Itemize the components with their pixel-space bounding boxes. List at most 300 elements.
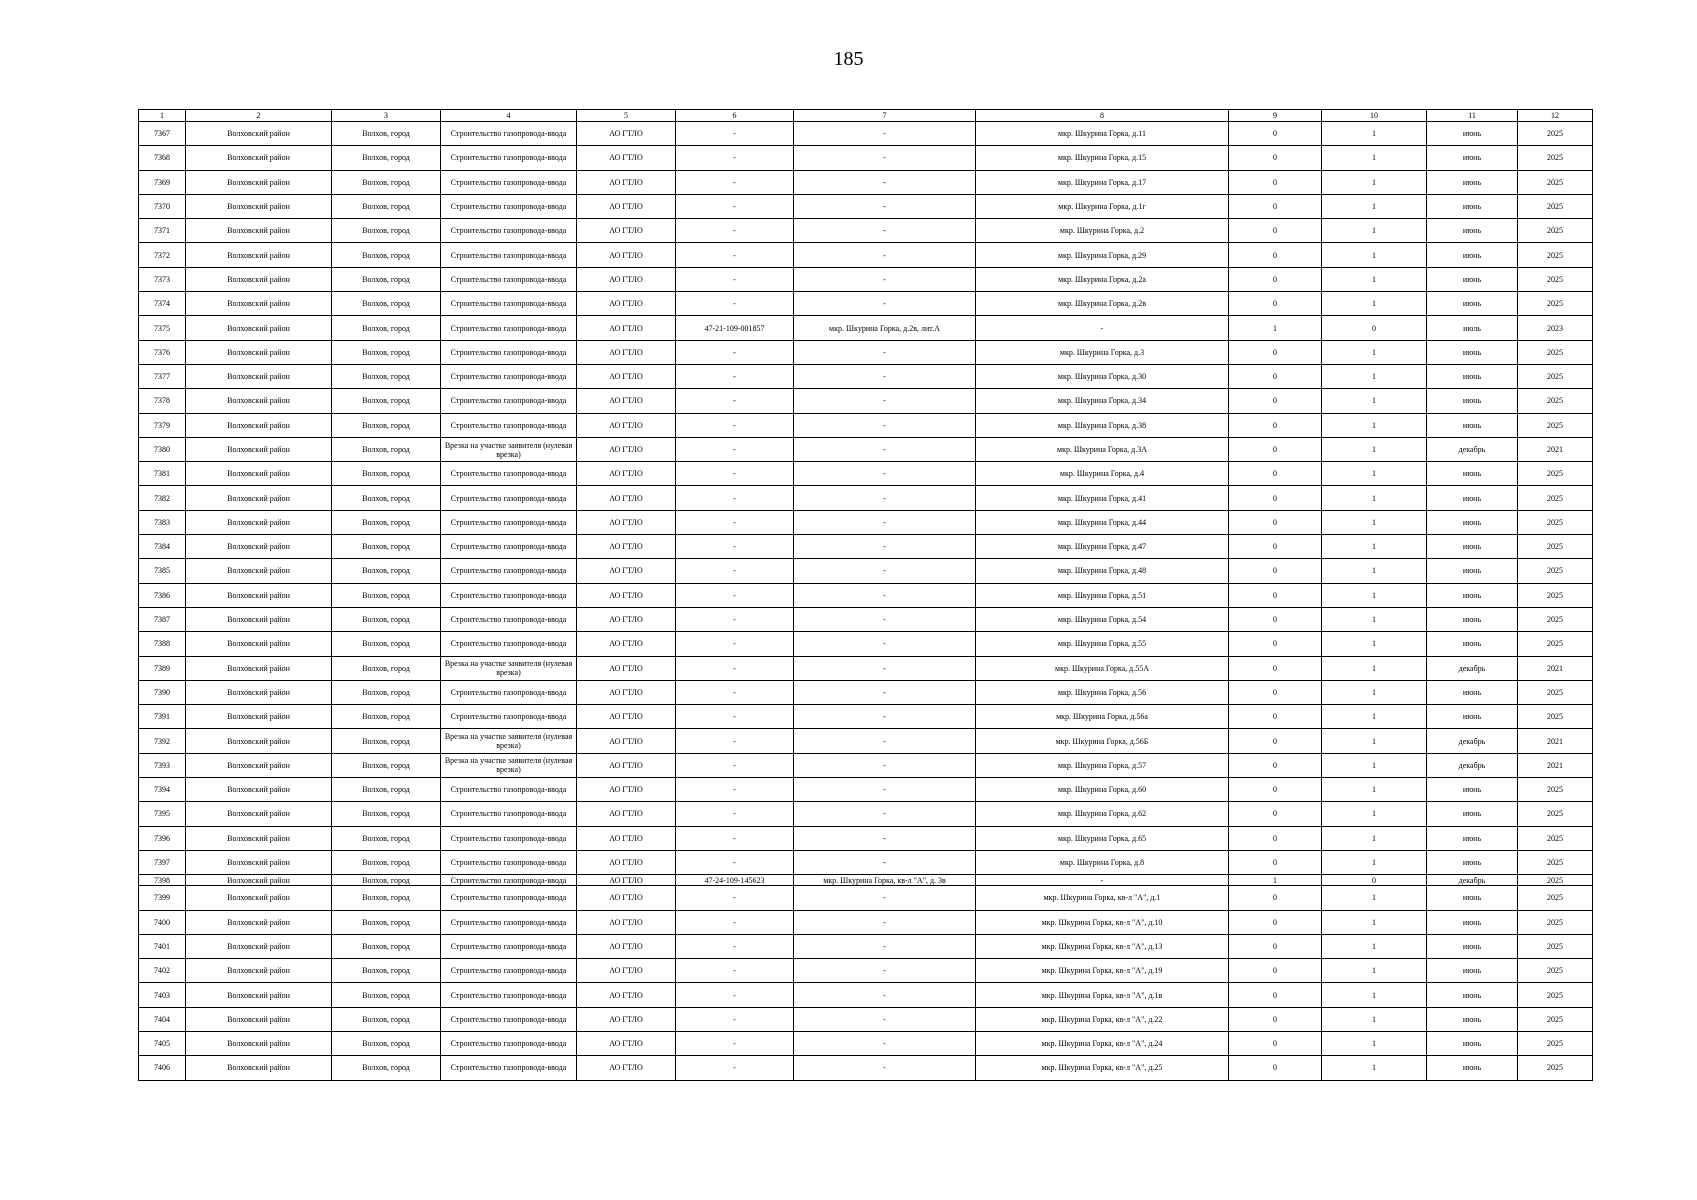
cell-settlement: Волхов, город bbox=[332, 632, 441, 656]
cell-existing-count: 0 bbox=[1229, 462, 1322, 486]
cell-year: 2025 bbox=[1518, 983, 1593, 1007]
column-header-6: 6 bbox=[676, 110, 794, 122]
cell-object-address: - bbox=[794, 850, 976, 874]
cell-organization: АО ГТЛО bbox=[577, 886, 676, 910]
cell-object-address: - bbox=[794, 559, 976, 583]
cell-existing-count: 0 bbox=[1229, 243, 1322, 267]
cell-cadastral-number: - bbox=[676, 413, 794, 437]
cell-organization: АО ГТЛО bbox=[577, 146, 676, 170]
cell-planned-count: 1 bbox=[1322, 910, 1427, 934]
cell-organization: АО ГТЛО bbox=[577, 1031, 676, 1055]
cell-cadastral-number: - bbox=[676, 462, 794, 486]
cell-row-number: 7406 bbox=[139, 1056, 186, 1080]
table-row bbox=[139, 170, 1593, 194]
cell-planned-count: 1 bbox=[1322, 535, 1427, 559]
cell-cadastral-number: - bbox=[676, 292, 794, 316]
cell-connection-address: - bbox=[976, 875, 1229, 886]
cell-settlement: Волхов, город bbox=[332, 267, 441, 291]
cell-organization: АО ГТЛО bbox=[577, 340, 676, 364]
cell-planned-count: 1 bbox=[1322, 146, 1427, 170]
table-row bbox=[139, 778, 1593, 802]
table-row bbox=[139, 267, 1593, 291]
cell-row-number: 7381 bbox=[139, 462, 186, 486]
cell-row-number: 7376 bbox=[139, 340, 186, 364]
cell-district: Волховский район bbox=[186, 656, 332, 680]
cell-month: июнь bbox=[1427, 802, 1518, 826]
cell-planned-count: 0 bbox=[1322, 316, 1427, 340]
table-row bbox=[139, 583, 1593, 607]
column-header-9: 9 bbox=[1229, 110, 1322, 122]
table-row bbox=[139, 243, 1593, 267]
cell-work-type: Строительство газопровода-ввода bbox=[441, 910, 577, 934]
cell-connection-address: мкр. Шкурина Горка, д.54 bbox=[976, 607, 1229, 631]
cell-organization: АО ГТЛО bbox=[577, 656, 676, 680]
cell-work-type: Строительство газопровода-ввода bbox=[441, 875, 577, 886]
cell-month: июнь bbox=[1427, 910, 1518, 934]
cell-existing-count: 0 bbox=[1229, 146, 1322, 170]
cell-work-type: Врезка на участке заявителя (нулевая врезка) bbox=[441, 656, 577, 680]
cell-month: июль bbox=[1427, 316, 1518, 340]
cell-planned-count: 1 bbox=[1322, 243, 1427, 267]
cell-settlement: Волхов, город bbox=[332, 850, 441, 874]
cell-month: июнь bbox=[1427, 340, 1518, 364]
cell-organization: АО ГТЛО bbox=[577, 910, 676, 934]
cell-object-address: - bbox=[794, 122, 976, 146]
cell-connection-address: мкр. Шкурина Горка, д.2 bbox=[976, 219, 1229, 243]
cell-year: 2025 bbox=[1518, 607, 1593, 631]
cell-work-type: Строительство газопровода-ввода bbox=[441, 364, 577, 388]
cell-work-type: Строительство газопровода-ввода bbox=[441, 413, 577, 437]
cell-month: июнь bbox=[1427, 122, 1518, 146]
cell-district: Волховский район bbox=[186, 910, 332, 934]
cell-year: 2025 bbox=[1518, 364, 1593, 388]
cell-object-address: - bbox=[794, 389, 976, 413]
cell-existing-count: 0 bbox=[1229, 680, 1322, 704]
cell-district: Волховский район bbox=[186, 243, 332, 267]
cell-settlement: Волхов, город bbox=[332, 146, 441, 170]
cell-row-number: 7386 bbox=[139, 583, 186, 607]
cell-object-address: - bbox=[794, 680, 976, 704]
cell-existing-count: 0 bbox=[1229, 486, 1322, 510]
table-row bbox=[139, 753, 1593, 777]
cell-planned-count: 1 bbox=[1322, 122, 1427, 146]
cell-existing-count: 0 bbox=[1229, 826, 1322, 850]
cell-organization: АО ГТЛО bbox=[577, 875, 676, 886]
cell-connection-address: мкр. Шкурина Горка, д.60 bbox=[976, 778, 1229, 802]
cell-settlement: Волхов, город bbox=[332, 875, 441, 886]
cell-work-type: Строительство газопровода-ввода bbox=[441, 194, 577, 218]
cell-month: июнь bbox=[1427, 850, 1518, 874]
cell-settlement: Волхов, город bbox=[332, 607, 441, 631]
cell-organization: АО ГТЛО bbox=[577, 486, 676, 510]
cell-cadastral-number: 47-21-109-001857 bbox=[676, 316, 794, 340]
table-row bbox=[139, 122, 1593, 146]
cell-district: Волховский район bbox=[186, 1031, 332, 1055]
cell-existing-count: 0 bbox=[1229, 959, 1322, 983]
cell-month: июнь bbox=[1427, 292, 1518, 316]
cell-row-number: 7380 bbox=[139, 437, 186, 461]
cell-planned-count: 1 bbox=[1322, 680, 1427, 704]
cell-row-number: 7401 bbox=[139, 934, 186, 958]
cell-row-number: 7370 bbox=[139, 194, 186, 218]
cell-year: 2025 bbox=[1518, 910, 1593, 934]
cell-connection-address: мкр. Шкурина Горка, д.2в bbox=[976, 292, 1229, 316]
column-header-8: 8 bbox=[976, 110, 1229, 122]
cell-planned-count: 1 bbox=[1322, 705, 1427, 729]
cell-month: июнь bbox=[1427, 1056, 1518, 1080]
cell-row-number: 7387 bbox=[139, 607, 186, 631]
cell-organization: АО ГТЛО bbox=[577, 510, 676, 534]
cell-object-address: - bbox=[794, 462, 976, 486]
cell-object-address: - bbox=[794, 413, 976, 437]
cell-row-number: 7395 bbox=[139, 802, 186, 826]
cell-work-type: Строительство газопровода-ввода bbox=[441, 680, 577, 704]
cell-planned-count: 1 bbox=[1322, 1031, 1427, 1055]
cell-cadastral-number: - bbox=[676, 959, 794, 983]
cell-month: декабрь bbox=[1427, 437, 1518, 461]
cell-existing-count: 0 bbox=[1229, 934, 1322, 958]
cell-organization: АО ГТЛО bbox=[577, 194, 676, 218]
cell-settlement: Волхов, город bbox=[332, 194, 441, 218]
cell-district: Волховский район bbox=[186, 583, 332, 607]
cell-cadastral-number: 47-24-109-145623 bbox=[676, 875, 794, 886]
cell-existing-count: 0 bbox=[1229, 219, 1322, 243]
cell-planned-count: 1 bbox=[1322, 753, 1427, 777]
cell-cadastral-number: - bbox=[676, 705, 794, 729]
cell-district: Волховский район bbox=[186, 802, 332, 826]
cell-organization: АО ГТЛО bbox=[577, 934, 676, 958]
cell-connection-address: мкр. Шкурина Горка, кв-л "А", д.22 bbox=[976, 1007, 1229, 1031]
cell-settlement: Волхов, город bbox=[332, 170, 441, 194]
cell-existing-count: 0 bbox=[1229, 583, 1322, 607]
cell-cadastral-number: - bbox=[676, 1007, 794, 1031]
cell-settlement: Волхов, город bbox=[332, 364, 441, 388]
table-row bbox=[139, 146, 1593, 170]
cell-district: Волховский район bbox=[186, 316, 332, 340]
cell-month: июнь bbox=[1427, 389, 1518, 413]
cell-month: июнь bbox=[1427, 486, 1518, 510]
cell-organization: АО ГТЛО bbox=[577, 826, 676, 850]
cell-connection-address: мкр. Шкурина Горка, кв-л "А", д.1 bbox=[976, 886, 1229, 910]
cell-settlement: Волхов, город bbox=[332, 729, 441, 753]
cell-month: июнь bbox=[1427, 607, 1518, 631]
cell-work-type: Строительство газопровода-ввода bbox=[441, 607, 577, 631]
cell-settlement: Волхов, город bbox=[332, 826, 441, 850]
cell-organization: АО ГТЛО bbox=[577, 959, 676, 983]
cell-planned-count: 1 bbox=[1322, 559, 1427, 583]
table-row bbox=[139, 462, 1593, 486]
cell-district: Волховский район bbox=[186, 559, 332, 583]
cell-connection-address: мкр. Шкурина Горка, кв-л "А", д.25 bbox=[976, 1056, 1229, 1080]
cell-district: Волховский район bbox=[186, 1056, 332, 1080]
cell-organization: АО ГТЛО bbox=[577, 778, 676, 802]
cell-row-number: 7400 bbox=[139, 910, 186, 934]
cell-settlement: Волхов, город bbox=[332, 583, 441, 607]
cell-existing-count: 0 bbox=[1229, 194, 1322, 218]
cell-settlement: Волхов, город bbox=[332, 1031, 441, 1055]
cell-planned-count: 1 bbox=[1322, 583, 1427, 607]
cell-settlement: Волхов, город bbox=[332, 510, 441, 534]
cell-year: 2025 bbox=[1518, 886, 1593, 910]
cell-object-address: - bbox=[794, 340, 976, 364]
table-row bbox=[139, 934, 1593, 958]
cell-district: Волховский район bbox=[186, 850, 332, 874]
cell-work-type: Строительство газопровода-ввода bbox=[441, 122, 577, 146]
cell-connection-address: мкр. Шкурина Горка, д.56 bbox=[976, 680, 1229, 704]
table-row bbox=[139, 1031, 1593, 1055]
cell-existing-count: 0 bbox=[1229, 705, 1322, 729]
cell-object-address: - bbox=[794, 934, 976, 958]
cell-year: 2025 bbox=[1518, 389, 1593, 413]
table-header-row bbox=[139, 110, 1593, 122]
register-table bbox=[138, 109, 1593, 1081]
cell-row-number: 7392 bbox=[139, 729, 186, 753]
column-header-12: 12 bbox=[1518, 110, 1593, 122]
cell-planned-count: 1 bbox=[1322, 778, 1427, 802]
cell-settlement: Волхов, город bbox=[332, 705, 441, 729]
cell-district: Волховский район bbox=[186, 340, 332, 364]
cell-month: июнь bbox=[1427, 535, 1518, 559]
cell-object-address: мкр. Шкурина Горка, кв-л "А", д. 3в bbox=[794, 875, 976, 886]
cell-connection-address: - bbox=[976, 316, 1229, 340]
cell-settlement: Волхов, город bbox=[332, 1056, 441, 1080]
cell-row-number: 7388 bbox=[139, 632, 186, 656]
cell-work-type: Строительство газопровода-ввода bbox=[441, 170, 577, 194]
cell-district: Волховский район bbox=[186, 292, 332, 316]
cell-planned-count: 1 bbox=[1322, 413, 1427, 437]
cell-planned-count: 1 bbox=[1322, 462, 1427, 486]
cell-row-number: 7372 bbox=[139, 243, 186, 267]
table-row bbox=[139, 340, 1593, 364]
cell-existing-count: 0 bbox=[1229, 632, 1322, 656]
cell-connection-address: мкр. Шкурина Горка, д.55А bbox=[976, 656, 1229, 680]
cell-row-number: 7371 bbox=[139, 219, 186, 243]
cell-existing-count: 1 bbox=[1229, 875, 1322, 886]
cell-cadastral-number: - bbox=[676, 267, 794, 291]
cell-work-type: Строительство газопровода-ввода bbox=[441, 1031, 577, 1055]
cell-connection-address: мкр. Шкурина Горка, кв-л "А", д.24 bbox=[976, 1031, 1229, 1055]
cell-year: 2025 bbox=[1518, 959, 1593, 983]
cell-existing-count: 0 bbox=[1229, 437, 1322, 461]
cell-settlement: Волхов, город bbox=[332, 802, 441, 826]
cell-existing-count: 0 bbox=[1229, 850, 1322, 874]
cell-existing-count: 0 bbox=[1229, 607, 1322, 631]
cell-existing-count: 0 bbox=[1229, 886, 1322, 910]
cell-existing-count: 0 bbox=[1229, 656, 1322, 680]
cell-cadastral-number: - bbox=[676, 364, 794, 388]
cell-existing-count: 0 bbox=[1229, 778, 1322, 802]
cell-work-type: Строительство газопровода-ввода bbox=[441, 826, 577, 850]
cell-work-type: Строительство газопровода-ввода bbox=[441, 292, 577, 316]
column-header-2: 2 bbox=[186, 110, 332, 122]
cell-settlement: Волхов, город bbox=[332, 437, 441, 461]
cell-district: Волховский район bbox=[186, 753, 332, 777]
cell-year: 2025 bbox=[1518, 680, 1593, 704]
cell-month: июнь bbox=[1427, 959, 1518, 983]
cell-planned-count: 1 bbox=[1322, 802, 1427, 826]
cell-organization: АО ГТЛО bbox=[577, 462, 676, 486]
cell-year: 2025 bbox=[1518, 583, 1593, 607]
cell-settlement: Волхов, город bbox=[332, 983, 441, 1007]
cell-district: Волховский район bbox=[186, 705, 332, 729]
cell-organization: АО ГТЛО bbox=[577, 607, 676, 631]
table-row bbox=[139, 729, 1593, 753]
cell-settlement: Волхов, город bbox=[332, 753, 441, 777]
cell-row-number: 7394 bbox=[139, 778, 186, 802]
cell-row-number: 7383 bbox=[139, 510, 186, 534]
table-row bbox=[139, 656, 1593, 680]
cell-district: Волховский район bbox=[186, 826, 332, 850]
cell-year: 2025 bbox=[1518, 340, 1593, 364]
cell-district: Волховский район bbox=[186, 959, 332, 983]
cell-row-number: 7405 bbox=[139, 1031, 186, 1055]
cell-existing-count: 0 bbox=[1229, 535, 1322, 559]
cell-month: июнь bbox=[1427, 778, 1518, 802]
cell-work-type: Строительство газопровода-ввода bbox=[441, 632, 577, 656]
cell-existing-count: 0 bbox=[1229, 1007, 1322, 1031]
cell-cadastral-number: - bbox=[676, 778, 794, 802]
cell-row-number: 7399 bbox=[139, 886, 186, 910]
cell-work-type: Строительство газопровода-ввода bbox=[441, 705, 577, 729]
table-row bbox=[139, 535, 1593, 559]
cell-object-address: - bbox=[794, 535, 976, 559]
cell-object-address: - bbox=[794, 292, 976, 316]
cell-connection-address: мкр. Шкурина Горка, кв-л "А", д.19 bbox=[976, 959, 1229, 983]
table-row bbox=[139, 1056, 1593, 1080]
cell-connection-address: мкр. Шкурина Горка, д.11 bbox=[976, 122, 1229, 146]
cell-work-type: Врезка на участке заявителя (нулевая врезка) bbox=[441, 753, 577, 777]
cell-organization: АО ГТЛО bbox=[577, 243, 676, 267]
cell-existing-count: 0 bbox=[1229, 559, 1322, 583]
cell-year: 2025 bbox=[1518, 1031, 1593, 1055]
cell-existing-count: 0 bbox=[1229, 910, 1322, 934]
cell-object-address: - bbox=[794, 705, 976, 729]
cell-year: 2025 bbox=[1518, 535, 1593, 559]
cell-cadastral-number: - bbox=[676, 1056, 794, 1080]
cell-district: Волховский район bbox=[186, 364, 332, 388]
cell-year: 2025 bbox=[1518, 243, 1593, 267]
cell-work-type: Врезка на участке заявителя (нулевая врезка) bbox=[441, 729, 577, 753]
cell-month: июнь bbox=[1427, 632, 1518, 656]
cell-connection-address: мкр. Шкурина Горка, д.17 bbox=[976, 170, 1229, 194]
cell-work-type: Строительство газопровода-ввода bbox=[441, 267, 577, 291]
cell-year: 2025 bbox=[1518, 486, 1593, 510]
cell-cadastral-number: - bbox=[676, 826, 794, 850]
table-row bbox=[139, 632, 1593, 656]
table-row bbox=[139, 850, 1593, 874]
cell-row-number: 7384 bbox=[139, 535, 186, 559]
cell-organization: АО ГТЛО bbox=[577, 983, 676, 1007]
cell-existing-count: 1 bbox=[1229, 316, 1322, 340]
table-row bbox=[139, 316, 1593, 340]
cell-object-address: - bbox=[794, 194, 976, 218]
cell-cadastral-number: - bbox=[676, 559, 794, 583]
table-row bbox=[139, 910, 1593, 934]
cell-year: 2021 bbox=[1518, 753, 1593, 777]
column-header-4: 4 bbox=[441, 110, 577, 122]
cell-district: Волховский район bbox=[186, 170, 332, 194]
cell-row-number: 7403 bbox=[139, 983, 186, 1007]
table-row bbox=[139, 219, 1593, 243]
cell-year: 2025 bbox=[1518, 778, 1593, 802]
cell-connection-address: мкр. Шкурина Горка, д.8 bbox=[976, 850, 1229, 874]
cell-work-type: Строительство газопровода-ввода bbox=[441, 934, 577, 958]
cell-object-address: - bbox=[794, 437, 976, 461]
column-header-1: 1 bbox=[139, 110, 186, 122]
cell-row-number: 7382 bbox=[139, 486, 186, 510]
cell-settlement: Волхов, город bbox=[332, 292, 441, 316]
cell-connection-address: мкр. Шкурина Горка, д.38 bbox=[976, 413, 1229, 437]
cell-row-number: 7389 bbox=[139, 656, 186, 680]
table-row bbox=[139, 705, 1593, 729]
cell-month: июнь bbox=[1427, 826, 1518, 850]
cell-cadastral-number: - bbox=[676, 607, 794, 631]
cell-connection-address: мкр. Шкурина Горка, д.2а bbox=[976, 267, 1229, 291]
cell-cadastral-number: - bbox=[676, 802, 794, 826]
cell-month: декабрь bbox=[1427, 875, 1518, 886]
cell-connection-address: мкр. Шкурина Горка, д.56а bbox=[976, 705, 1229, 729]
cell-existing-count: 0 bbox=[1229, 510, 1322, 534]
cell-object-address: - bbox=[794, 243, 976, 267]
cell-month: июнь bbox=[1427, 705, 1518, 729]
cell-organization: АО ГТЛО bbox=[577, 632, 676, 656]
cell-month: июнь bbox=[1427, 583, 1518, 607]
cell-connection-address: мкр. Шкурина Горка, д.41 bbox=[976, 486, 1229, 510]
cell-settlement: Волхов, город bbox=[332, 535, 441, 559]
cell-planned-count: 1 bbox=[1322, 219, 1427, 243]
cell-connection-address: мкр. Шкурина Горка, кв-л "А", д.1в bbox=[976, 983, 1229, 1007]
cell-year: 2025 bbox=[1518, 462, 1593, 486]
cell-settlement: Волхов, город bbox=[332, 462, 441, 486]
cell-connection-address: мкр. Шкурина Горка, д.15 bbox=[976, 146, 1229, 170]
cell-organization: АО ГТЛО bbox=[577, 680, 676, 704]
cell-month: июнь bbox=[1427, 983, 1518, 1007]
cell-existing-count: 0 bbox=[1229, 292, 1322, 316]
cell-work-type: Строительство газопровода-ввода bbox=[441, 340, 577, 364]
cell-connection-address: мкр. Шкурина Горка, д.62 bbox=[976, 802, 1229, 826]
cell-year: 2025 bbox=[1518, 802, 1593, 826]
table-row bbox=[139, 389, 1593, 413]
cell-organization: АО ГТЛО bbox=[577, 122, 676, 146]
table-row bbox=[139, 413, 1593, 437]
cell-district: Волховский район bbox=[186, 934, 332, 958]
table-row bbox=[139, 510, 1593, 534]
cell-cadastral-number: - bbox=[676, 729, 794, 753]
cell-work-type: Строительство газопровода-ввода bbox=[441, 462, 577, 486]
cell-existing-count: 0 bbox=[1229, 729, 1322, 753]
cell-cadastral-number: - bbox=[676, 632, 794, 656]
cell-row-number: 7397 bbox=[139, 850, 186, 874]
cell-object-address: - bbox=[794, 364, 976, 388]
cell-cadastral-number: - bbox=[676, 583, 794, 607]
cell-cadastral-number: - bbox=[676, 656, 794, 680]
cell-object-address: - bbox=[794, 510, 976, 534]
cell-settlement: Волхов, город bbox=[332, 559, 441, 583]
cell-connection-address: мкр. Шкурина Горка, д.30 bbox=[976, 364, 1229, 388]
cell-year: 2025 bbox=[1518, 194, 1593, 218]
cell-organization: АО ГТЛО bbox=[577, 267, 676, 291]
cell-connection-address: мкр. Шкурина Горка, кв-л "А", д.10 bbox=[976, 910, 1229, 934]
cell-object-address: - bbox=[794, 1056, 976, 1080]
cell-settlement: Волхов, город bbox=[332, 778, 441, 802]
table-row bbox=[139, 802, 1593, 826]
cell-planned-count: 1 bbox=[1322, 607, 1427, 631]
cell-work-type: Врезка на участке заявителя (нулевая врезка) bbox=[441, 437, 577, 461]
cell-work-type: Строительство газопровода-ввода bbox=[441, 1007, 577, 1031]
cell-settlement: Волхов, город bbox=[332, 219, 441, 243]
cell-cadastral-number: - bbox=[676, 122, 794, 146]
cell-existing-count: 0 bbox=[1229, 753, 1322, 777]
